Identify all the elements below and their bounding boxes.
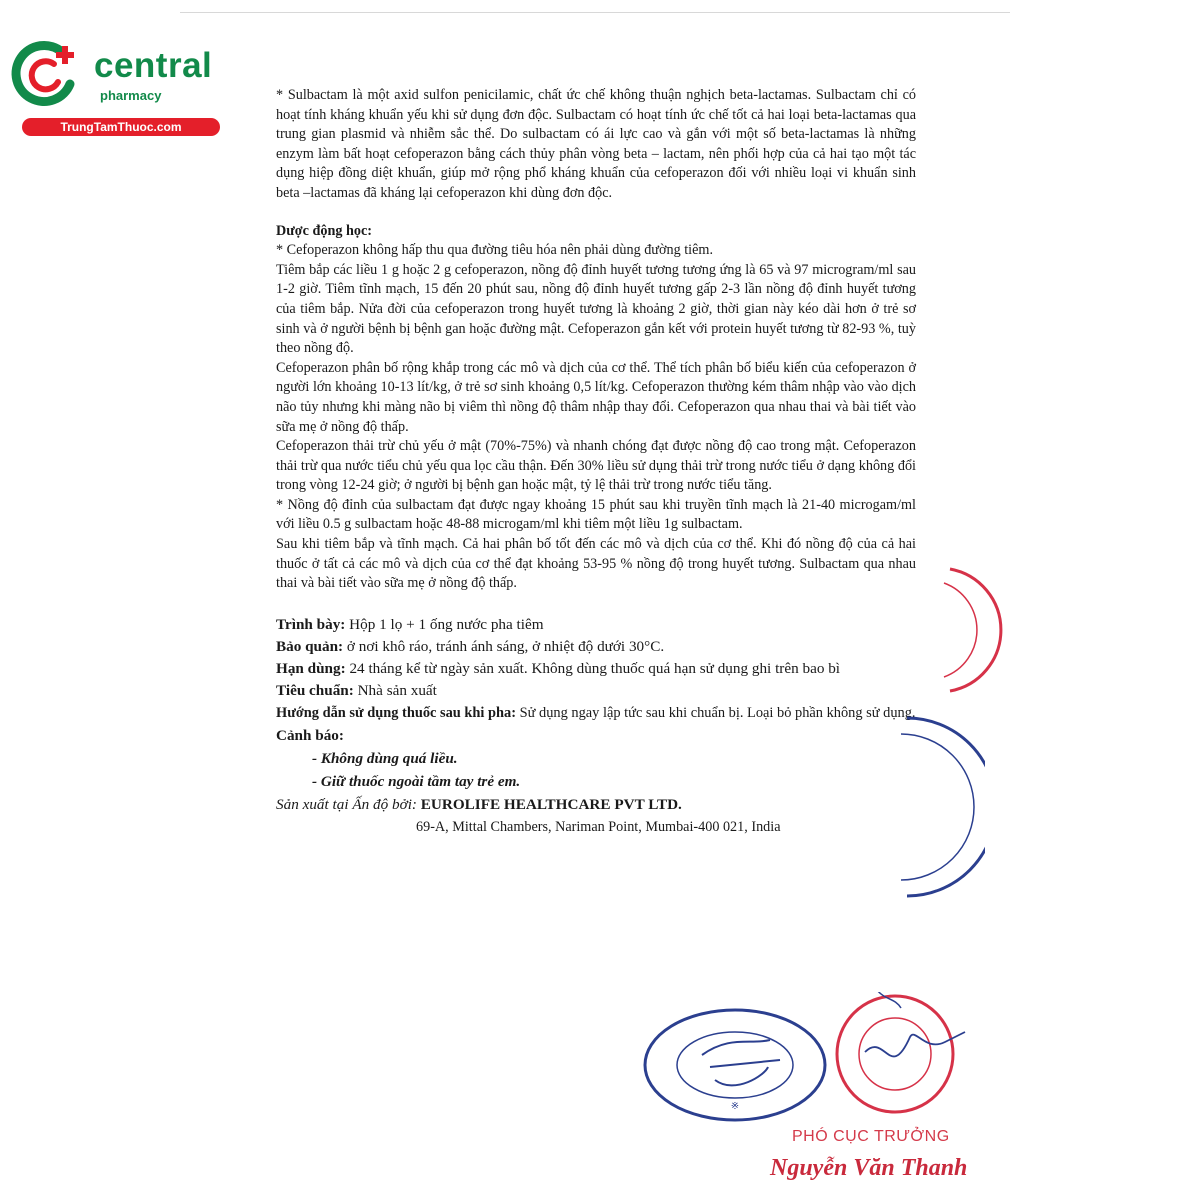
pk-paragraph-6: Sau khi tiêm bắp và tĩnh mạch. Cả hai phân bố tốt đến các mô và dịch của cơ thể. Khi đó nồng độ của cả hai thuốc ở tất cả các mô và dịch của cơ thể đạt khoảng 53-95 % nồng độ trong huyết tương. Sulbactam qua nhau thai và bài tiết vào sữa mẹ ở nồng độ thấp. [276,536,916,592]
logo-brand: central [94,46,213,85]
presentation-value: Hộp 1 lọ + 1 ống nước pha tiêm [349,615,544,633]
pk-heading: Dược động học: [276,222,372,239]
logo-sub: pharmacy [100,88,162,103]
standard-line [276,680,916,702]
storage-label: Bảo quản: [276,637,344,655]
standard-label: Tiêu chuẩn: [276,681,354,699]
expiry-label: Hạn dùng: [276,659,346,677]
warning-1: - Không dùng quá liều. [312,749,458,767]
presentation-line [276,614,916,636]
manufacturer-address: 69-A, Mittal Chambers, Nariman Point, Mumbai-400 021, India [416,818,781,835]
presentation-label: Trình bày: [276,615,346,633]
guide-label: Hướng dẫn sử dụng thuốc sau khi pha: [276,704,517,721]
guide-line [276,702,916,724]
warning-2: - Giữ thuốc ngoài tầm tay trẻ em. [312,772,521,790]
manufacturer-name: EUROLIFE HEALTHCARE PVT LTD. [420,795,682,813]
standard-value: Nhà sản xuất [357,681,437,699]
pk-paragraph-1: * Cefoperazon không hấp thu qua đường tiêu hóa nên phải dùng đường tiêm. [276,242,713,259]
expiry-value: 24 tháng kể từ ngày sản xuất. Không dùng thuốc quá hạn sử dụng ghi trên bao bì [349,659,841,677]
document-body [276,86,916,838]
signature-title: PHÓ CỤC TRƯỞNG [792,1128,950,1145]
top-rule [180,12,1010,13]
guide-value: Sử dụng ngay lập tức sau khi chuẩn bị. Loại bỏ phần không sử dụng. [519,704,916,721]
pk-paragraph-5: * Nồng độ đỉnh của sulbactam đạt được ngay khoảng 15 phút sau khi truyền tĩnh mạch là 21-40 microgam/ml với liều 0.5 g sulbactam hoặc 48-88 microgam/ml khi tiêm một liều 1g sulbactam. [276,496,916,533]
warning-heading: Cảnh báo: [276,726,344,744]
storage-value: ở nơi khô ráo, tránh ánh sáng, ở nhiệt độ dưới 30°C. [346,637,665,655]
made-in-line [276,793,916,816]
storage-line [276,636,916,658]
logo-site: TrungTamThuoc.com [22,118,220,136]
pk-paragraph-3: Cefoperazon phân bố rộng khắp trong các mô và dịch của cơ thể. Thể tích phân bố biểu kiến của cefoperazon ở người lớn khoảng 10-13 lít/kg, ở trẻ sơ sinh khoảng 0,5 lít/kg. Cefoperazon thường kém thâm nhập vào vào dịch não tủy nhưng khi màng não bị viêm thì nồng độ thâm nhập thay đổi. Cefoperazon qua nhau thai và bài tiết vào sữa mẹ ở nồng độ thấp. [276,359,916,435]
paragraph-sulbactam: * Sulbactam là một axid sulfon penicilamic, chất ức chế không thuận nghịch beta-lactamas. Sulbactam chỉ có hoạt tính kháng khuẩn yếu khi sử dụng đơn độc. Sulbactam có hoạt tính ức chế tốt cả hai loại beta-lactamas qua trung gian plasmid và nhiễm sắc thể. Do sulbactam có ái lực cao và gắn với một số beta-lactamas là những enzym làm bất hoạt cefoperazon bằng cách thủy phân vòng beta – lactam, nên phối hợp của cả hai tạo một tác dụng hiệp đồng diệt khuẩn, giúp mở rộng phổ kháng khuẩn của cefoperazon đối với nhiều loại vi khuẩn sinh beta –lactamas đã kháng lại cefoperazon khi dùng đơn độc. [276,87,916,201]
central-pharmacy-logo [10,38,215,138]
svg-text:※: ※ [730,1101,740,1112]
made-in-label: Sản xuất tại Ấn độ bởi: [276,795,417,813]
signature-name: Nguyễn Văn Thanh [770,1155,968,1181]
blue-stamp-partial [895,712,985,902]
expiry-line [276,658,916,680]
ministry-stamp [815,992,975,1117]
red-stamp-partial [940,565,1010,695]
pk-paragraph-4: Cefoperazon thải trừ chủ yếu ở mật (70%-75%) và nhanh chóng đạt được nồng độ cao trong mật. Cefoperazon thải trừ qua nước tiểu chủ yếu qua lọc cầu thận. Đến 30% liều sử dụng thải trừ trong nước tiểu ở dạng không đổi trong vòng 12-24 giờ; ở người bị bệnh gan hoặc mật, tỷ lệ thải trừ trong nước tiểu tăng. [276,438,916,494]
logo-mark-icon [10,38,80,108]
austin-pharma-stamp [640,1005,830,1125]
pk-paragraph-2: Tiêm bắp các liều 1 g hoặc 2 g cefoperazon, nồng độ đỉnh huyết tương tương ứng là 65 và 97 microgram/ml sau 1-2 giờ. Tiêm tĩnh mạch, 15 đến 20 phút sau, nồng độ đỉnh huyết tương gấp 2-3 lần nồng độ đỉnh huyết tương của tiêm bắp. Nửa đời của cefoperazon trong huyết tương là khoảng 2 giờ, thời gian này kéo dài hơn ở trẻ sơ sinh và ở người bệnh bị bệnh gan hoặc đường mật. Cefoperazon gắn kết với protein huyết tương từ 82-93 %, tuỳ theo nồng độ. [276,261,916,357]
